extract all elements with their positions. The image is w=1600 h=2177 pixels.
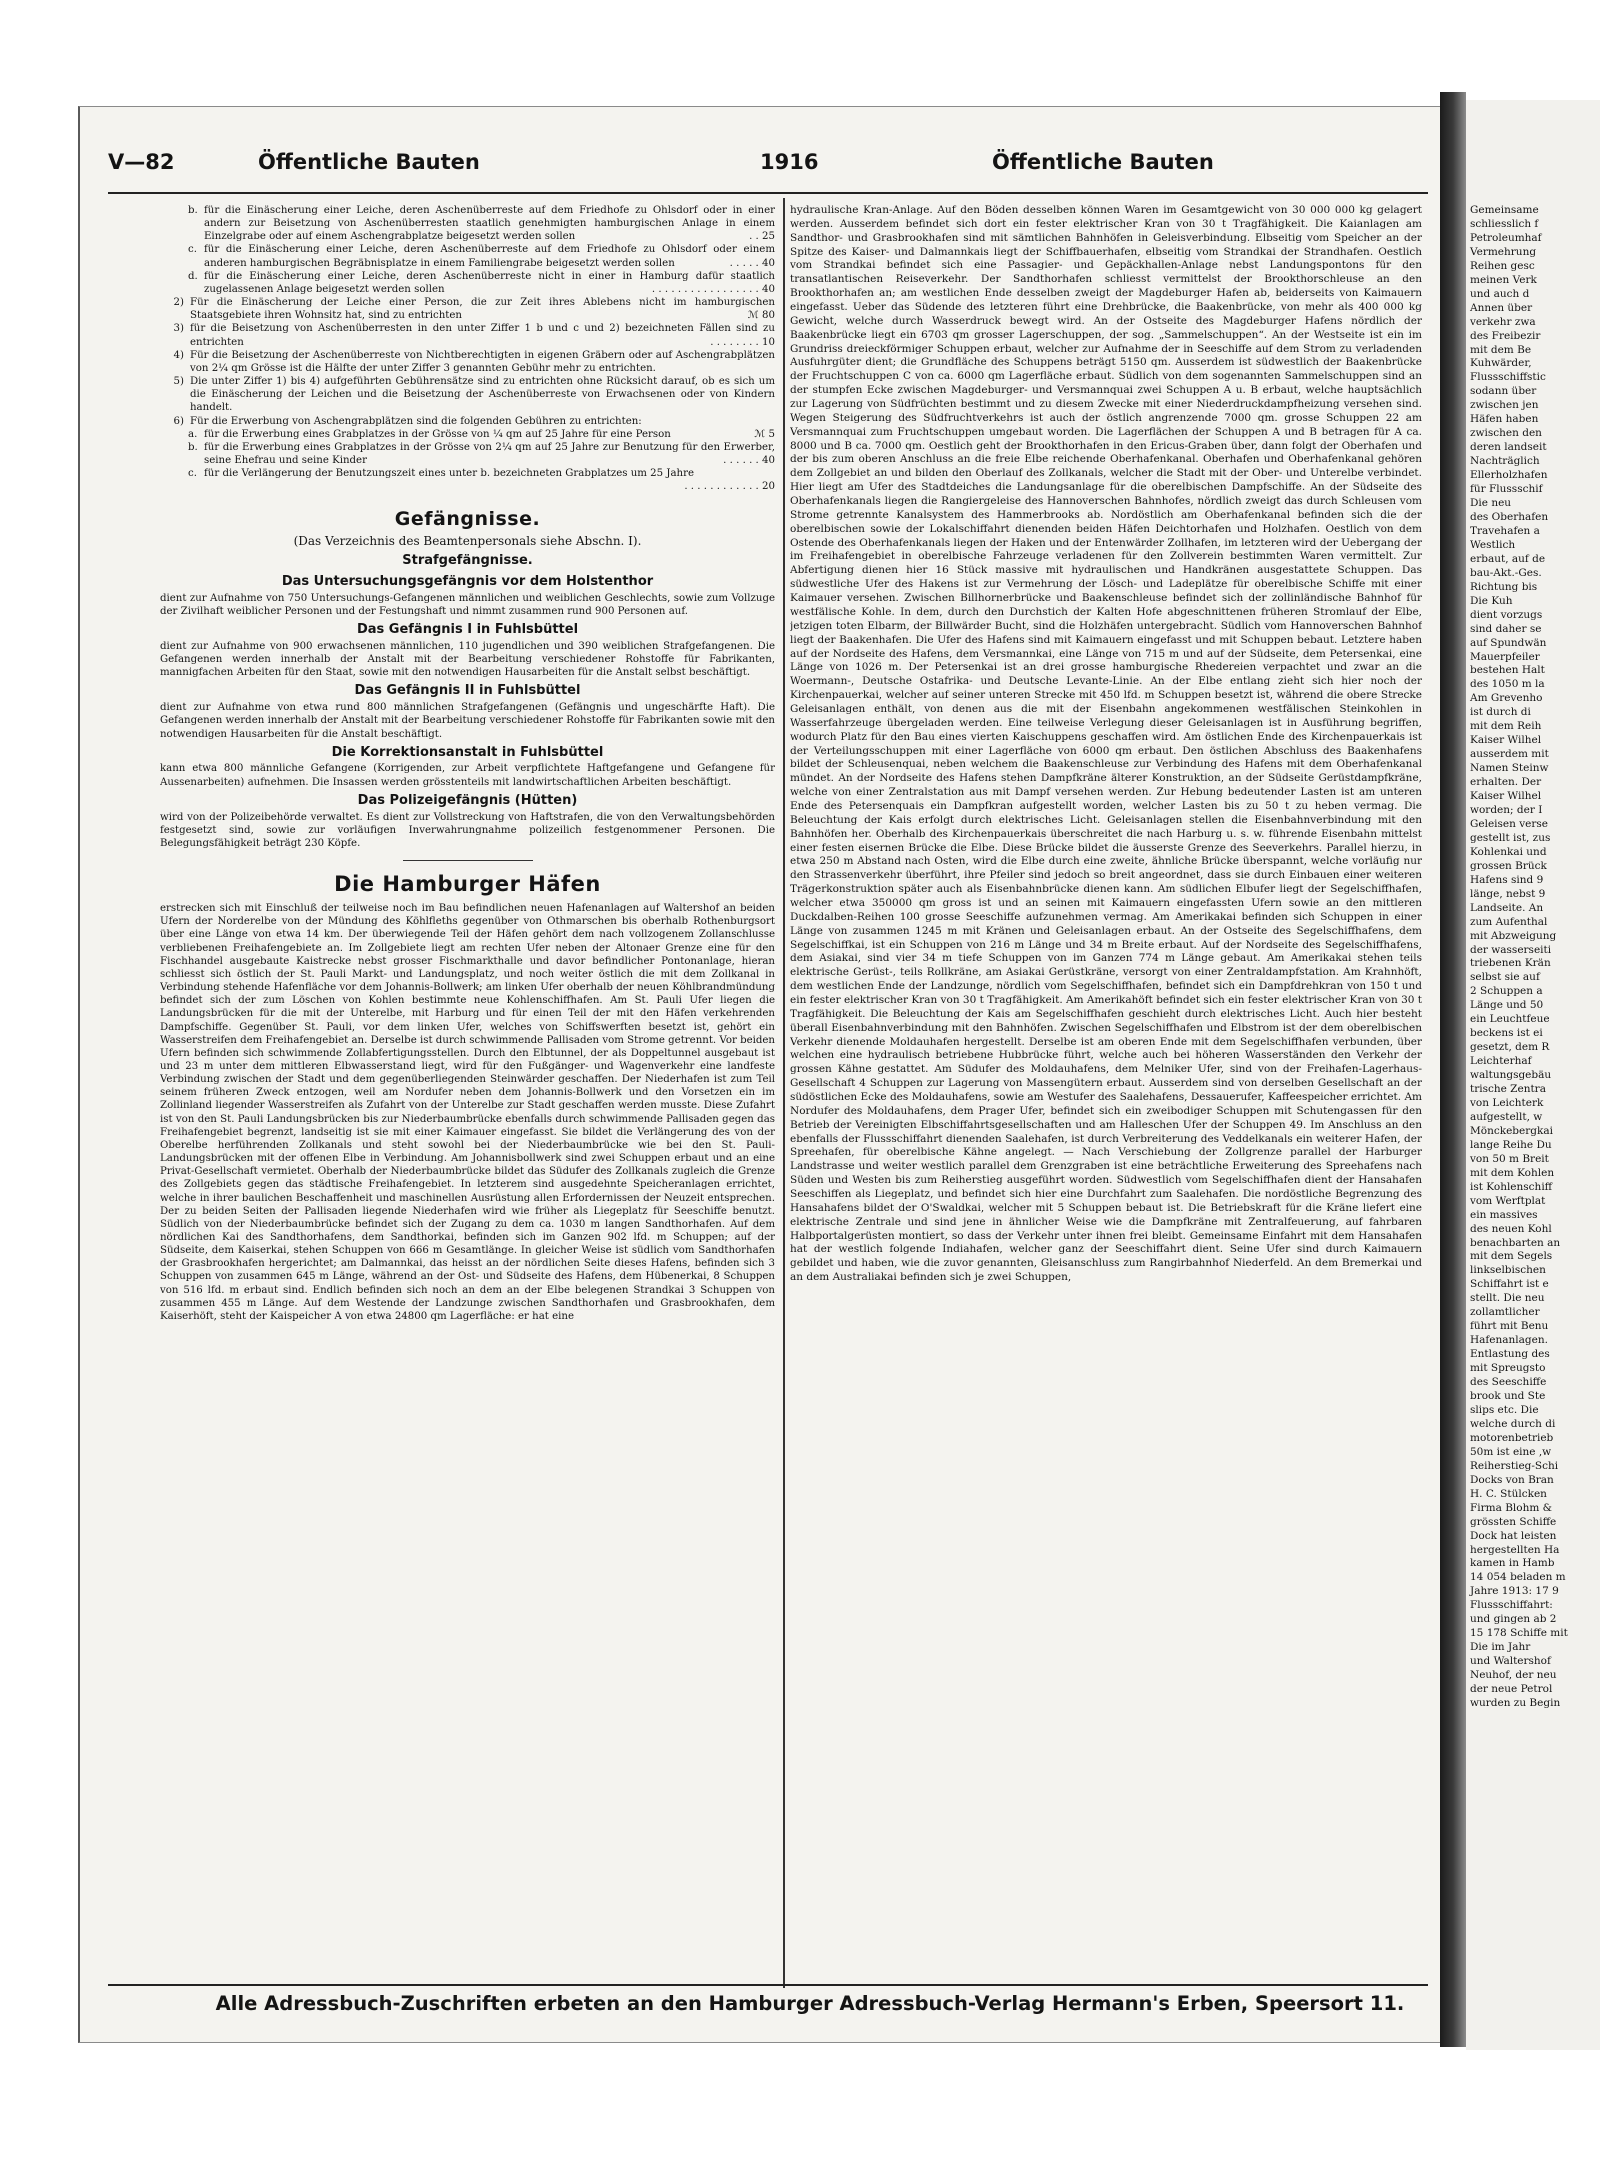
next-page-line: Annen über (1470, 301, 1533, 314)
fee-text: für die Beisetzung von Aschenüberresten in den unter Ziffer 1 b und c und 2) bezeichneten Fällen sind zu entrichten (190, 323, 775, 348)
next-page-line: meinen Verk (1470, 273, 1537, 286)
fee-text: für die Erwerbung eines Grabplatzes in der Grösse von ¼ qm auf 25 Jahre für eine Person (204, 428, 671, 440)
column-divider (783, 198, 785, 1988)
next-page-line: des Seeschiffe (1470, 1376, 1547, 1389)
next-page-line: Länge und 50 (1470, 999, 1544, 1012)
fee-amount: ℳ 80 (747, 310, 775, 322)
next-page-line: Firma Blohm & (1470, 1501, 1553, 1514)
next-page-line: länge, nebst 9 (1470, 887, 1546, 900)
next-page-line: ein massives (1470, 1208, 1538, 1221)
next-page-line: Am Grevenho (1470, 692, 1543, 705)
next-page-line: sind daher se (1470, 622, 1542, 635)
next-page-line: Kaiser Wilhel (1470, 734, 1542, 747)
next-page-line: worden; der I (1470, 803, 1543, 816)
next-page-line: waltungsgebäu (1470, 1069, 1552, 1082)
section-text: dient zur Aufnahme von etwa rund 800 männlichen Strafgefangenen (Gefängnis und ungeschärfte Haft). Die Gefangenen werden innerhalb der Anstalt mit der Bearbeitung verschiedener Rohstoffe für Fabrikanten sowie mit den notwendigen Hausarbeiten für die Anstalt beschäftigt. (160, 702, 775, 740)
fee-number: 2) (173, 297, 184, 309)
prisons-subheading: Strafgefängnisse. (402, 553, 533, 569)
next-page-line: erhalten. Der (1470, 776, 1542, 789)
next-page-line: Gemeinsame (1470, 204, 1539, 216)
next-page-line: Mauerpfeiler (1470, 650, 1540, 663)
next-page-line: Die neu (1470, 497, 1512, 510)
next-page-line: ausserdem mit (1470, 748, 1549, 761)
next-page-line: Geleisen verse (1470, 817, 1549, 830)
next-page-line: Häfen haben (1470, 413, 1539, 426)
fee-label: b. (188, 441, 198, 453)
next-page-line: führt mit Benu (1470, 1320, 1549, 1333)
next-page-text (1470, 204, 1600, 1711)
fee-label: c. (188, 244, 197, 256)
section-rule (403, 860, 533, 861)
left-column (160, 204, 775, 1994)
next-page-line: brook und Ste (1470, 1390, 1546, 1403)
section-heading: Das Gefängnis I in Fuhlsbüttel (356, 622, 579, 638)
book-gutter (1440, 92, 1466, 2047)
next-page-line: H. C. Stülcken (1470, 1487, 1547, 1500)
next-page-line: stellt. Die neu (1470, 1292, 1545, 1305)
fee-amount: ℳ 5 (754, 428, 775, 440)
next-page-line: Westlich (1470, 538, 1516, 551)
next-page-line: kamen in Hamb (1470, 1557, 1555, 1570)
fee-amount: . . . . . . . . 10 (710, 336, 775, 348)
fee-number: 6) (173, 415, 184, 427)
next-page-line: Flussschiffahrt: (1470, 1599, 1553, 1612)
next-page-line: selbst sie auf (1470, 971, 1540, 984)
next-page-line: mit dem Kohlen (1470, 1166, 1555, 1179)
next-page-line: Ellerholzhafen (1470, 469, 1548, 482)
fee-item (160, 296, 775, 322)
next-page-line: Reihen gesc (1470, 259, 1535, 272)
next-page-line: mit dem Be (1470, 343, 1532, 356)
next-page-line: lange Reihe Du (1470, 1138, 1552, 1151)
next-page-line: trische Zentra (1470, 1083, 1546, 1096)
next-page-line: Die Kuh (1470, 594, 1513, 607)
next-page-line: gesetzt, dem R (1470, 1041, 1550, 1054)
next-page-line: von 50 m Breit (1470, 1152, 1549, 1165)
fee-number: 3) (173, 323, 184, 335)
next-page-line: Flussschiffstic (1470, 371, 1546, 384)
next-page-line: Kaiser Wilhel (1470, 790, 1542, 803)
next-page-line: Dock hat leisten (1470, 1529, 1557, 1542)
fee-label: b. (188, 205, 198, 216)
next-page-line: Nachträglich (1470, 455, 1540, 468)
next-page-line: 15 178 Schiffe mit (1470, 1627, 1568, 1640)
next-page-line: bau-Akt.-Ges. (1470, 566, 1542, 579)
section-heading: Die Korrektionsanstalt in Fuhlsbüttel (331, 744, 604, 760)
next-page-line: deren landseit (1470, 441, 1547, 454)
section-text: kann etwa 800 männliche Gefangene (Korrigenden, zur Arbeit verpflichtete Haftgefangene und Gefangene für Aussenarbeiten) aufnehmen. Die Insassen werden grösstenteils mit landwirtschaftlichen Arbeiten beschäftigt. (160, 763, 775, 788)
next-page-line: Entlastung des (1470, 1348, 1550, 1361)
next-page-line: ist durch di (1470, 706, 1531, 719)
next-page-line: motorenbetrieb (1470, 1431, 1554, 1444)
next-page-line: Jahre 1913: 17 9 (1470, 1585, 1559, 1598)
section-text: dient zur Aufnahme von 750 Untersuchungs-Gefangenen männlichen und weiblichen Geschlechts, sowie zum Vollzuge der Zivilhaft weiblicher Personen und der Festungshaft und nimmt zusammen rund 900 Personen auf. (160, 592, 775, 618)
next-page-line: sodann über (1470, 385, 1537, 398)
next-page-line: Kuhwärder, (1470, 357, 1532, 370)
next-page-line: mit Spreugsto (1470, 1362, 1546, 1375)
footer-rule (108, 1984, 1428, 1986)
next-page-line: und gingen ab 2 (1470, 1613, 1557, 1626)
running-head (108, 150, 1428, 184)
next-page-line: Leichterhaf (1470, 1055, 1532, 1068)
section-text: wird von der Polizeibehörde verwaltet. Es dient zur Vollstreckung von Haftstrafen, die von den Verwaltungsbehörden festgesetzt sind, sowie zur vorläufigen Inverwahrungnahme polizeilich festgenommener Personen. Die Belegungsfähigkeit beträgt 230 Köpfe. (160, 811, 775, 849)
fee-amount: . . . . . . . . . . . . 20 (684, 481, 775, 493)
next-page-line: grossen Brück (1470, 859, 1547, 872)
next-page-line: für Flussschif (1470, 483, 1543, 496)
year: 1916 (760, 150, 819, 174)
next-page-line: gestellt ist, zus (1470, 831, 1551, 844)
next-page-line: zwischen den (1470, 427, 1542, 440)
fee-text: für die Verlängerung der Benutzungszeit eines unter b. bezeichneten Grabplatzes um 25 Jahre (204, 468, 694, 480)
fee-label: d. (188, 270, 198, 282)
next-page-line: beckens ist ei (1470, 1027, 1543, 1040)
fee-amount: . . 25 (749, 231, 775, 243)
next-page-line: Hafens sind 9 (1470, 873, 1544, 886)
next-page-line: zollamtlicher (1470, 1306, 1540, 1319)
fee-label: c. (188, 468, 197, 480)
next-page-line: Vermehrung (1470, 245, 1537, 258)
next-page-line: vom Werftplat (1470, 1194, 1546, 1207)
next-page-line: des neuen Kohl (1470, 1222, 1552, 1235)
fee-text: für die Einäscherung einer Leiche, deren Aschenüberreste auf dem Friedhofe zu Ohlsdorf oder einem anderen hamburgischen Begräbnisplatze in einem Familiengrabe beigesetzt werden sollen (204, 244, 775, 269)
fee-text: Die unter Ziffer 1) bis 4) aufgeführten Gebührensätze sind zu entrichten ohne Rücksicht darauf, ob es sich um die Einäscherung der Leichen und die Beisetzung der Aschenüberreste von Erwachsenen oder von Kindern handelt. (190, 376, 775, 414)
fee-text: für die Einäscherung einer Leiche, deren Aschenüberreste auf dem Friedhofe zu Ohlsdorf oder in einer andern zur Beisetzung von Aschenüberresten staatlich genehmigten hamburgischen Anlage in einem Einzelgrabe oder auf einem Aschengrabplatze beigesetzt werden sollen (204, 205, 775, 243)
next-page-line: des 1050 m la (1470, 678, 1545, 691)
harbors-heading: Die Hamburger Häfen (334, 872, 601, 897)
section-heading: Das Gefängnis II in Fuhlsbüttel (354, 683, 581, 699)
next-page-line: Travehafen a (1470, 524, 1540, 537)
next-page-line: von Leichterk (1470, 1097, 1544, 1109)
next-page-line: zwischen jen (1470, 399, 1539, 412)
section-heading: Das Polizeigefängnis (Hütten) (357, 792, 578, 808)
fee-label: a. (188, 428, 198, 440)
next-page-line: 50m ist eine ,w (1470, 1445, 1552, 1458)
next-page-line: Kohlenkai und (1470, 845, 1547, 858)
fee-item (160, 243, 775, 269)
fee-item (160, 467, 775, 493)
fee-amount: . . . . . . 40 (723, 454, 775, 466)
section-text: dient zur Aufnahme von 900 erwachsenen männlichen, 110 jugendlichen und 390 weiblichen Strafgefangenen. Die Gefangenen werden innerhalb der Anstalt mit der Bearbeitung verschiedener Rohstoffe für Fabrikanten, mannigfachen Arbeiten für den Staat, sowie mit den notwendigen Hausarbeiten für die Anstalt selbst beschäftigt. (160, 641, 775, 679)
next-page-line: Die im Jahr (1470, 1641, 1531, 1654)
next-page-line: 14 054 beladen m (1470, 1571, 1566, 1584)
next-page-line: Landseite. An (1470, 901, 1544, 914)
next-page-line: des Freibezir (1470, 329, 1541, 342)
next-page-line: Mönckebergkai (1470, 1124, 1553, 1137)
next-page-line: linkselbischen (1470, 1264, 1546, 1277)
next-page-line: Schiffahrt ist e (1470, 1278, 1549, 1291)
next-page-line: und auch d (1470, 287, 1530, 300)
next-page-line: bestehen Halt (1470, 664, 1545, 677)
next-page-line: mit dem Segels (1470, 1250, 1553, 1263)
next-page-line: verkehr zwa (1470, 315, 1536, 328)
next-page-line: aufgestellt, w (1470, 1110, 1543, 1123)
next-page-line: Neuhof, der neu (1470, 1669, 1557, 1682)
fee-item (160, 270, 775, 296)
fee-item (160, 428, 775, 441)
next-page-line: auf Spundwän (1470, 636, 1547, 649)
fee-number: 4) (173, 349, 184, 361)
prisons-heading: Gefängnisse. (394, 508, 541, 531)
fee-number: 5) (173, 376, 184, 388)
next-page-line: des Oberhafen (1470, 510, 1549, 523)
next-page-line: triebenen Krän (1470, 957, 1551, 970)
fee-text: Für die Erwerbung von Aschengrabplätzen sind die folgenden Gebühren zu entrichten: (190, 415, 642, 427)
fee-text: für die Einäscherung einer Leiche, deren Aschenüberreste nicht in einer in Hamburg dafür staatlich zugelassenen Anlage beigesetzt werden sollen (204, 270, 775, 295)
next-page-line: grössten Schiffe (1470, 1515, 1557, 1528)
page-number: V—82 (108, 150, 175, 174)
next-page-line: wurden zu Begin (1470, 1696, 1561, 1709)
next-page-line: zum Aufenthal (1470, 915, 1548, 928)
next-page-line: Docks von Bran (1470, 1473, 1554, 1486)
prisons-note: (Das Verzeichnis des Beamtenpersonals siehe Abschn. I). (293, 533, 642, 548)
section-title-left: Öffentliche Bauten (258, 150, 480, 174)
section-heading: Das Untersuchungsgefängnis vor dem Holstenthor (281, 574, 654, 590)
next-page-line: 2 Schuppen a (1470, 985, 1543, 998)
fee-item (160, 441, 775, 467)
next-page-line: Hafenanlagen. (1470, 1334, 1548, 1347)
next-page-line: schliesslich f (1470, 217, 1539, 230)
fee-item (160, 375, 775, 414)
right-column (790, 204, 1422, 1994)
fee-text: Für die Beisetzung der Aschenüberreste von Nichtberechtigten in eigenen Gräbern oder auf Aschengrabplätzen von 2¼ qm Grösse ist die Hälfte der unter Ziffer 3 genannten Gebühr mehr zu entrichten. (190, 349, 775, 374)
next-page-line: Petroleumhaf (1470, 231, 1542, 244)
fee-item (160, 349, 775, 375)
next-page-line: benachbarten an (1470, 1236, 1561, 1249)
fee-amount: . . . . . . . . . . . . . . . . . 40 (651, 283, 775, 295)
fee-amount: . . . . . 40 (729, 257, 775, 269)
next-page-line: ein Leuchtfeue (1470, 1013, 1550, 1026)
next-page-fragment (1466, 100, 1600, 2050)
fee-text: für die Erwerbung eines Grabplatzes in der Grösse von 2¼ qm auf 25 Jahre zur Benutzung für den Erwerber, seine Ehefrau und seine Kinder (204, 441, 775, 466)
next-page-line: mit Abzweigung (1470, 929, 1557, 942)
next-page-line: und Waltershof (1470, 1655, 1551, 1668)
next-page-line: Reiherstieg-Schi (1470, 1459, 1559, 1472)
harbors-text-left: erstrecken sich mit Einschluß der teilweise noch im Bau befindlichen neuen Hafenanlagen auf Waltershof an beiden Ufern der Norderelbe von der Mündung des Köhlfleths gegenüber von Othmarschen bis oberhalb Rothenburgsort über eine Länge von etwa 14 km. Der überwiegende Teil der Häfen gehört dem nach vollzogenem Zollanschlusse verbliebenen Freihafengebiete an. Im Zollgebiete liegt am rechten Ufer neben der Altonaer Grenze eine für den Fischhandel ausgebaute Kaistrecke nebst grosser Fischmarkthalle und davor befindlicher Pontonanlage, hieran schliesst sich östlich der St. Pauli Markt- und Landungsplatz, und noch weiter östlich die mit dem Zollkanal in Verbindung stehende Hafenfläche vor dem Johannis-Bollwerk; am linken Ufer oberhalb der neuen Köhlbrandmündung befindet sich der zum Löschen von Kohlen bestimmte neue Kohlenschiffhafen. Am St. Pauli Ufer liegen die Landungsbrücken für die mit der Unterelbe, mit Harburg und für einen Teil der mit den Häfen verkehrenden Dampfschiffe. Gegenüber St. Pauli, vor dem linken Ufer, welches von Schiffswerften besetzt ist, gehört ein Wasserstreifen dem Freihafengebiet an. Derselbe ist durch schwimmende Pallisaden vom Strome getrennt. Vor beiden Ufern befinden sich schwimmende Zollabfertigungsstellen. Durch den Elbtunnel, der als Doppeltunnel ausgebaut ist und 23 m unter dem mittleren Elbwasserstand liegt, wird für den Fußgänger- und Wagenverkehr eine landfeste Verbindung zwischen der Stadt und dem gegenüberliegenden Steinwärder geschaffen. Der Niederhafen ist zum Teil seinem früheren Zweck entzogen, weil am Nordufer neben dem Johannis-Bollwerk und den Vorsetzen ein im Zollinland liegender Wasserstreifen als Zufahrt von der Unterelbe zur Stadt geschaffen werden musste. Diese Zufahrt ist von den St. Pauli Landungsbrücken bis zur Niederbaumbrücke ebenfalls durch schwimmende Pallisaden gegen das Freihafengebiet begrenzt, landseitig ist sie mit einer Kaimauer eingefasst. Sie bildet die Verlängerung des von der Oberelbe herführenden Zollkanals und steht sowohl bei der Niederbaumbrücke wie bei den St. Pauli-Landungsbrücken mit der offenen Elbe in Verbindung. Am Johannisbollwerk sind zwei Schuppen erbaut und an eine Privat-Gesellschaft vermietet. Oberhalb der Niederbaumbrücke bildet das Südufer des Zollkanals zugleich die Grenze des Zollgebiets gegen das städtische Freihafengebiet. In letzterem sind ausgedehnte Speicheranlagen errichtet, welche in ihrer baulichen Beschaffenheit und maschinellen Ausrüstung allen Erfordernissen der Neuzeit entsprechen. Der zu beiden Seiten der Pallisaden liegende Niederhafen wird wie früher als Liegeplatz für Seeschiffe benutzt. Südlich von der Niederbaumbrücke befindet sich der Zugang zu dem ca. 1030 m langen Sandthorhafen. Auf dem nördlichen Kai des Sandthorhafens, dem Sandthorkai, befinden sich im Ganzen 902 lfd. m Schuppen; auf der Südseite, dem Kaiserkai, stehen Schuppen von 666 m Gesamtlänge. In gleicher Weise ist südlich vom Sandthorhafen der Grasbrookhafen hergerichtet; am Dalmannkai, das heisst an der nördlichen Seite dieses Hafens, befinden sich 3 Schuppen von zusammen 645 m Länge, während an der Ost- und Südseite des Hafens, dem Hübenerkai, 8 Schuppen von 516 lfd. m erbaut sind. Endlich befinden sich noch an dem an der Elbe belegenen Strandkai 3 Schuppen von zusammen 455 m Länge. Auf dem Westende der Landzunge zwischen Sandthorhafen und Grasbrookhafen, dem Kaiserhöft, steht der Kaispeicher A von etwa 24800 qm Lagerfläche: er hat eine (160, 903, 775, 1322)
next-page-line: welche durch di (1470, 1417, 1556, 1430)
section-title-right: Öffentliche Bauten (992, 150, 1214, 174)
next-page-line: Namen Steinw (1470, 762, 1549, 775)
footer-advertisement: Alle Adressbuch-Zuschriften erbeten an den Hamburger Adressbuch-Verlag Hermann's Erben, Speersort 11. (215, 1992, 1405, 2015)
next-page-line: mit dem Reih (1470, 720, 1542, 733)
fee-item (160, 322, 775, 348)
next-page-line: ist Kohlenschiff (1470, 1180, 1553, 1193)
next-page-line: slips etc. Die (1470, 1403, 1539, 1416)
header-rule (108, 192, 1428, 194)
next-page-line: dient vorzugs (1470, 608, 1543, 621)
fee-item (160, 415, 775, 428)
next-page-line: der neue Petrol (1470, 1683, 1553, 1696)
next-page-line: erbaut, auf de (1470, 552, 1546, 565)
harbors-text-right: hydraulische Kran-Anlage. Auf den Böden desselben können Waren im Gesamtgewicht von 30 000 000 kg gelagert werden. Ausserdem befindet sich dort ein fester elektrischer Kran von 30 t Tragfähigkeit. Die Kaianlagen am Sandthor- und Grasbrookhafen sind mit sämtlichen Bahnhöfen in Geleisverbindung. Elbseitig vom Speicher an der Spitze des Kaiser- und Dalmannkais liegt der Schiffbauerhafen, elbseitig vom Strandkai der Strandhafen. Oestlich vom Strandkai befindet sich eine Passagier- und Gepäckhallen-Anlage nebst Landungspontons für den transatlantischen Reiseverkehr. Der Sandthorhafen schliesst vermittelst der Brookthorschleuse an den Brookthorhafen an; am westlichen Ende desselben zweigt der Magdeburger Hafen ab, beiderseits von Kaimauern eingefasst. Ueber das Südende des letzteren führt eine Drehbrücke, die Baakenbrücke, von mehr als 400 000 kg Gewicht, welche durch Wasserdruck bewegt wird. An der Ostseite des Magdeburger Hafens nördlich der Baakenbrücke liegt ein 6703 qm grosser Lagerschuppen, der sog. „Sammelschuppen“. An der Westseite ist ein im Grundriss dreieckförmiger Schuppen erbaut, welcher zur Aufnahme der in Seeschiffe auf dem Strom zu verladenden Ausfuhrgüter dient; die Grundfläche des Schuppens beträgt 5150 qm. Ausserdem ist südwestlich der Baakenbrücke der Fruchtschuppen C von ca. 6000 qm Lagerfläche erbaut. Südlich von dem sogenannten Sammelschuppen sind an der stumpfen Ecke zwischen Magdeburger- und Versmannquai zwei Schuppen A u. B erbaut, welche hauptsächlich zur Lagerung von Südfrüchten bestimmt und zu diesem Zwecke mit einer Niederdruckdampfheizung versehen sind. Wegen Steigerung des Südfruchtverkehrs ist auch der östlich angrenzende 7000 qm. grosse Schuppen 22 am Versmannquai zum Fruchtschuppen umgebaut worden. Die Lagerflächen der Schuppen A und B betragen für A ca. 8000 und B ca. 7000 qm. Oestlich geht der Brookthorhafen in den Ericus-Graben über, dann folgt der Oberhafen und der bis zum oberen Anschluss an die freie Elbe reichende Oberhafenkanal. Oberhafen und Oberhafenkanal gehören dem Zollgebiet an und bilden den Oberlauf des Zollkanals, welcher die Stadt mit der Ober- und Unterelbe verbindet. Hier liegt am Ufer des Stadtdeiches die Landungsanlage für die oberelbischen Dampfschiffe. An der Südseite des Oberhafenkanals liegen die Rangiergeleise des Hannoverschen Bahnhofes, nördlich zweigt das durch Schleusen vom Strome getrennte Kanalsystem des Hammerbrooks ab. Nordöstlich am Oberhafenkanal befinden sich die der oberelbischen sowie der Lokalschiffahrt dienenden beiden Häfen Deichtorhafen und Holzhafen. Oestlich von dem Ostende des Oberhafenkanals liegen der Haken und der Entenwärder Zollhafen, im letzteren wird der Uebergang der im Freihafengebiet in oberelbische Fahrzeuge verladenen für den Zollverein bestimmten Waren vermittelt. Zur Abfertigung dienen hier 16 Stück massive mit hydraulischen und Handkränen ausgestattete Schuppen. Das südwestliche Ufer des Hakens ist zur Vermehrung der Lösch- und Ladeplätze für oberelbische Schiffe mit einer Kaimauer versehen. Zwischen Billhornerbrücke und Baakenschleuse befindet sich der zollinländische Bahnhof für westfälische Kohle. In dem, durch den Durchstich der Kalten Hofe abgeschnittenen früheren Stromlauf der Elbe, jetzigen toten Elbarm, der Billwärder Bucht, sind die Holzhäfen untergebracht. Südlich vom Hannoverschen Bahnhof liegt der Baakenhafen. Die Ufer des Hafens sind mit Kaimauern eingefasst und mit Schuppen bebaut. Letztere haben auf der Nordseite des Hafens, dem Versmannkai, eine Länge von 715 m und auf der Südseite, dem Petersenkai, eine Länge von 1026 m. Der Petersenkai ist an drei grosse hamburgische Rhedereien verpachtet und zwar an die Woermann-, Deutsche Ostafrika- und Deutsche Levante-Linie. An der Elbe entlang zieht sich hier noch der Kirchenpauerkai, welcher auf seiner unteren Strecke mit 450 lfd. m Schuppen besetzt ist, während die obere Strecke Geleisanlagen enthält, von denen aus die mit der Eisenbahn angekommenen westfälischen Steinkohlen in Wasserfahrzeuge übergeladen werden. Eine teilweise Verlegung dieser Geleisanlagen ist in Ausführung begriffen, wodurch Platz für den Bau eines vierten Kaischuppens geschaffen wird. Am östlichen Ende des Kirchenpauerkais ist der Verteilungsschuppen mit einer Lagerfläche von 6000 qm erbaut. Den östlichen Abschluss des Baakenhafens bildet der Schleusenquai, neben welchem die Baakenschleuse zur Verbindung des Hafens mit dem Oberhafenkanal mündet. An der Nordseite des Hafens stehen Dampfkräne älterer Konstruktion, an der Südseite Gerüstdampfkräne, welche von einer Zentralstation aus mit Dampf versehen werden. Zur Hebung bedeutender Lasten ist am unteren Ende des Petersenquais ein Dampfkran aufgestellt worden, welcher Lasten bis zu 50 t zu heben vermag. Die Beleuchtung der Kais erfolgt durch elektrisches Licht. Geleisanlagen stellen die Eisenbahnverbindung mit den Bahnhöfen her. Oberhalb des Kirchenpauerkais überschreitet die nach Harburg u. s. w. führende Eisenbahn mittelst einer festen eisernen Brücke die Elbe. Diese Brücke bildet die äusserste Grenze des Seeverkehrs. Parallel hierzu, in etwa 250 m Abstand nach Osten, wird die Elbe durch eine zweite, ähnliche Brücke überspannt, welche vorläufig nur den Strassenverkehr überführt, ihre Pfeiler sind jedoch so breit angeordnet, dass sie durch Einbauen einer weiteren Trägerkonstruktion später auch als Eisenbahnbrücke dienen kann. Am südlichen Elbufer liegt der Segelschiffhafen, welcher etwa 350000 qm gross ist und an seinen mit Kaimauern eingefassten Ufern sowie an den mittleren Duckdalben-Reihen 100 grosse Seeschiffe aufzunehmen vermag. Am Amerikakai befinden sich Schuppen in einer Länge von zusammen 1245 m mit Kränen und Geleisanlagen erbaut. An der Ostseite des Segelschiffhafens, dem Segelschiffkai, ist ein Schuppen von 216 m Länge und 34 m Breite erbaut. Auf der Nordseite des Segelschiffhafens, dem Asiakai, sind vier 34 m tiefe Schuppen von im Ganzen 774 m Länge gebaut. Am Amerikakai stehen teils elektrische Gerüst-, teils Rollkräne, am Asiakai Gerüstkräne, versorgt von einer Zentraldampfstation. Am Krahnhöft, dem westlichen Ende der Landzunge, nördlich vom Segelschiffhafen, befindet sich ein Dampfdrehkran von 150 t und ein fester elektrischer Kran von 30 t Tragfähigkeit. Am Amerikahöft befindet sich ein fester elektrischer Kran von 30 t Tragfähigkeit. Die Beleuchtung der Kais am Segelschiffhafen geschieht durch elektrisches Licht. Auch hier besteht überall Eisenbahnverbindung mit den Bahnhöfen. Zwischen Segelschiffhafen und Elbstrom ist der dem oberelbischen Verkehr dienende Moldauhafen hergestellt. Derselbe ist am oberen Ende mit dem Segelschiffhafen verbunden, über welchen eine hydraulisch betriebene Hubbrücke führt, welche auch bei höheren Wasserständen den Verkehr der grossen Kähne gestattet. Am Südufer des Moldauhafens, dem Melniker Ufer, sind von der Freihafen-Lagerhaus-Gesellschaft 4 Schuppen zur Lagerung von Massengütern erbaut. Ausserdem sind von derselben Gesellschaft an der südöstlichen Ecke des Moldauhafens, sowie am Westufer des Saalehafens, Dessauerufer, Kaffeespeicher errichtet. Am Nordufer des Moldauhafens, dem Prager Ufer, befindet sich ein zweibodiger Schuppen mit Schutengassen für den Betrieb der Vereinigten Elbschiffahrtsgesellschaften und am Halleschen Ufer der Schuppen 49. Im Anschluss an den ebenfalls der Flussschiffahrt dienenden Saalehafen, ist durch Verbreiterung des Veddelkanals ein weiterer Hafen, der Spreehafen, für oberelbische Kähne angelegt. — Nach Verschiebung der Zollgrenze parallel der Harburger Landstrasse und weiter westlich parallel dem Grenzgraben ist eine beträchtliche Erweiterung des Spreehafens nach Süden und Westen bis zum Reiherstieg ausgeführt worden. Südwestlich vom Segelschiffhafen dient der Hansahafen Seeschiffen als Liegeplatz, und befindet sich hier eine Durchfahrt zum Saalehafen. Die nordöstliche Begrenzung des Hansahafens bildet der O'Swaldkai, welcher mit 5 Schuppen bebaut ist. Die Betriebskraft für die Kräne liefert eine elektrische Zentrale und sind jene in ähnlicher Weise wie die Dampfkräne mit Zentralfeuerung, auf fahrbaren Halbportalgerüsten montiert, so dass der Verkehr unter ihnen frei bleibt. Gemeinsame Einfahrt mit dem Hansahafen hat der westlich folgende Indiahafen, welcher ganz der Seeschiffahrt dient. Seine Ufer sind durch Kaimauern gebildet und haben, wie die zuvor genannten, Gleisanschluss zum Rangirbahnhof Niederfeld. An dem Bremerkai und an dem Australiakai befinden sich je zwei Schuppen, (790, 204, 1422, 1284)
fee-item (160, 204, 775, 243)
next-page-line: Richtung bis (1470, 580, 1538, 593)
next-page-line: der wasserseiti (1470, 943, 1552, 956)
fee-text: Für die Einäscherung der Leiche einer Person, die zur Zeit ihres Ablebens nicht im hamburgischen Staatsgebiete ihren Wohnsitz hat, sind zu entrichten (190, 297, 775, 322)
next-page-line: hergestellten Ha (1470, 1543, 1560, 1556)
